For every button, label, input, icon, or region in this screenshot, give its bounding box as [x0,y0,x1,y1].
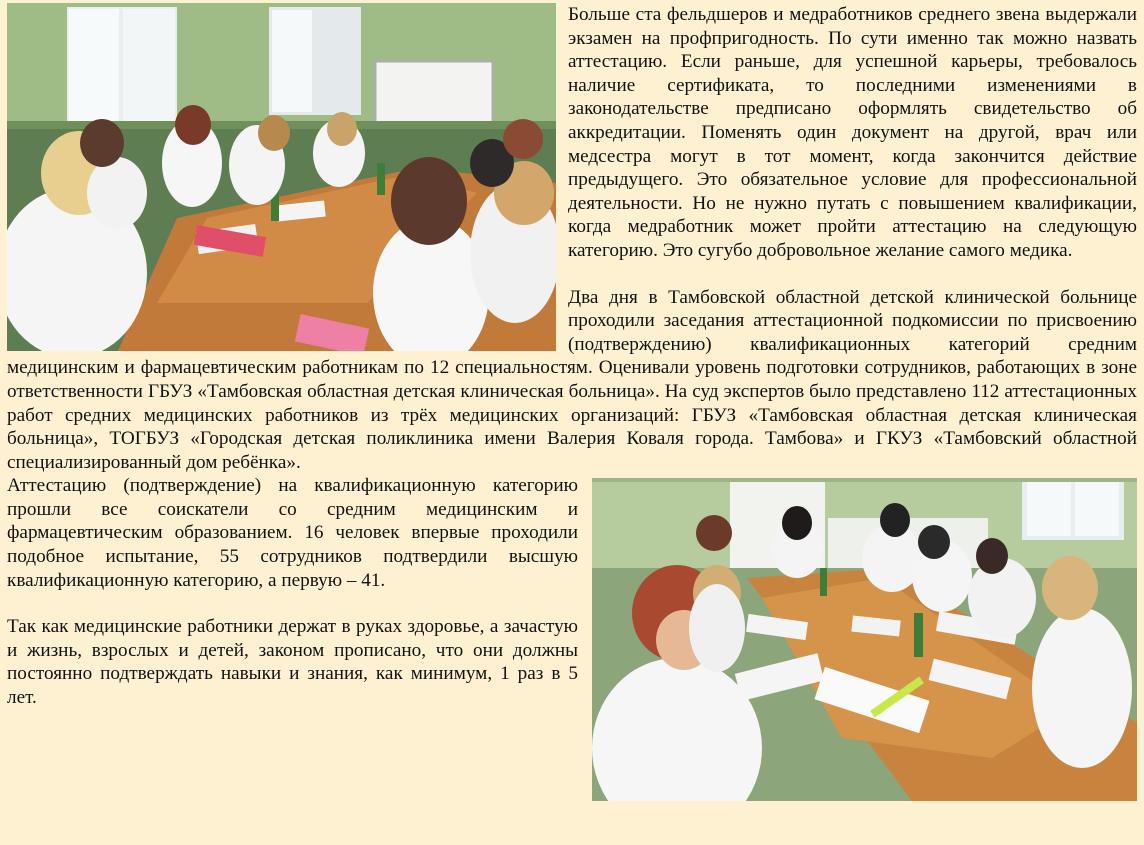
meeting-photo-left-illustration [7,3,556,351]
meeting-photo-right-illustration [592,478,1137,801]
article-paragraph-1: Больше ста фельдшеров и медработников среднего звена выдержали экзамен на профпригодность. По сути именно так можно назвать аттестацию. Если раньше, для успешной карьеры, требовалось наличие сертификата, то последними изменениями в законодательстве предписано оформлять свидетельство об аккредитации. Поменять один документ на другой, врач или медсестра могут в тот момент, когда закончится действие предыдущего. Это обязательное условие для профессиональной деятельности. Но не нужно путать с повышением квалификации, когда медработник может пройти аттестацию на следующую категорию. Это сугубо добровольное желание самого медика. [568,4,1137,261]
article-paragraph-4: Так как медицинские работники держат в руках здоровье, а зачастую и жизнь, взрослых и детей, законом прописано, что они должны постоянно подтверждать навыки и знания, как минимум, 1 раз в 5 лет. [7,616,578,709]
meeting-photo-right [592,478,1137,801]
meeting-photo-left [7,3,556,351]
article-paragraph-2: Два дня в Тамбовской областной детской клинической больнице проходили заседания аттестационной подкомиссии по присвоению (подтверждению) квалификационных категорий средним медицинским и фармацевтическим работникам по 12 специальностям. Оценивали уровень подготовки сотрудников, работающих в зоне ответственности ГБУЗ «Тамбовская областная детская клиническая больница». На суд экспертов было представлено 112 аттестационных работ средних медицинских работников из трёх медицинских организаций: ГБУЗ «Тамбовская областная детская клиническая больница», ТОГБУЗ «Городская детская поликлиника имени Валерия Коваля города. Тамбова» и ГКУЗ «Тамбовский областной специализированный дом ребёнка». [7,286,1137,473]
article-paragraph-3: Аттестацию (подтверждение) на квалификационную категорию прошли все соискатели со средним медицинским и фармацевтическим образованием. 16 человек впервые проходили подобное испытание, 55 сотрудников подтвердили высшую квалификационную категорию, а первую – 41. [7,475,578,591]
